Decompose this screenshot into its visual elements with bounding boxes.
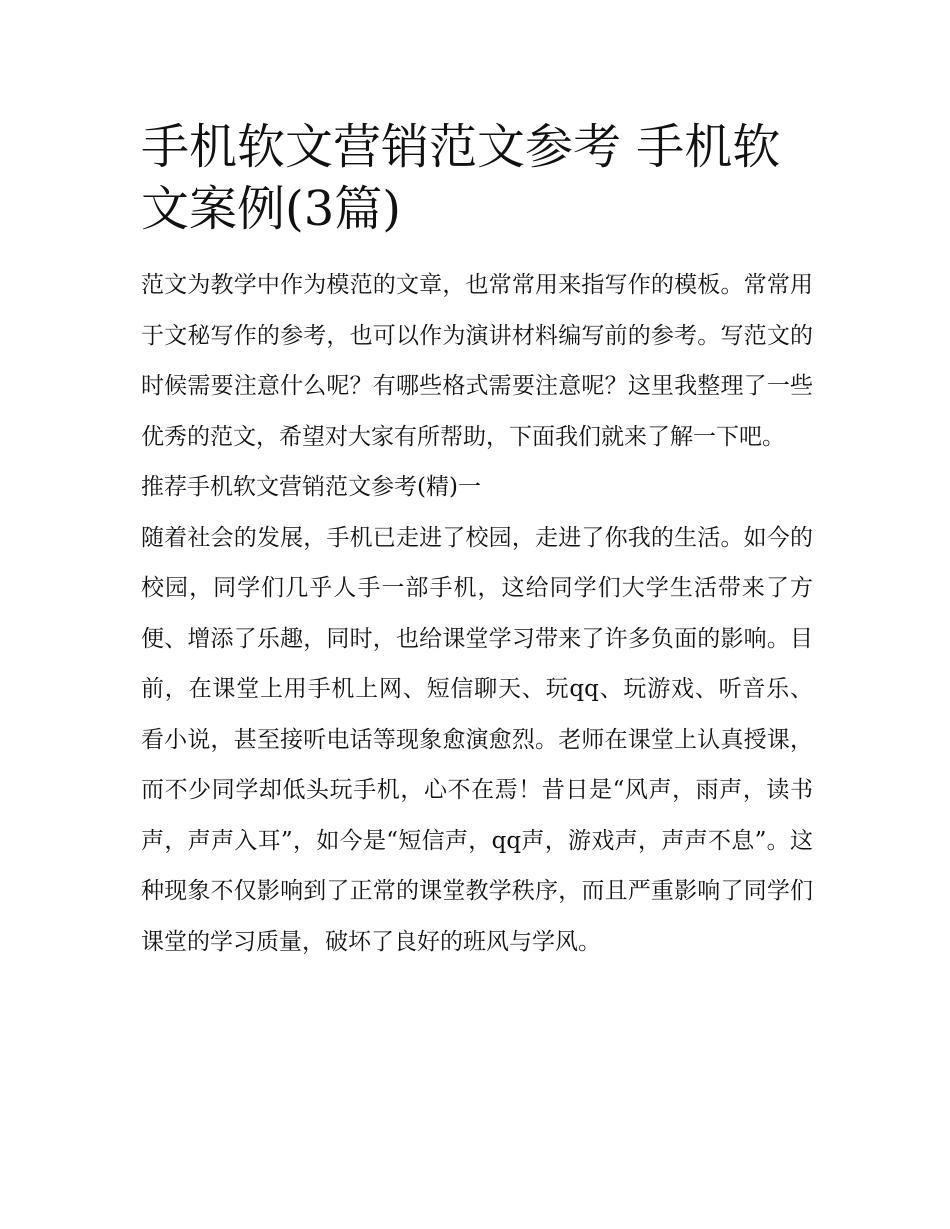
section-body-paragraph: 随着社会的发展，手机已走进了校园，走进了你我的生活。如今的校园，同学们几乎人手一部手机，这给同学们大学生活带来了方便、增添了乐趣，同时，也给课堂学习带来了许多负面的影响。目前，在课堂上用手机上网、短信聊天、玩qq、玩游戏、听音乐、看小说，甚至接听电话等现象愈演愈烈。老师在课堂上认真授课，而不少同学却低头玩手机，心不在焉！昔日是“风声，雨声，读书声，声声入耳”，如今是“短信声，qq声，游戏声，声声不息”。这种现象不仅影响到了正常的课堂教学秩序，而且严重影响了同学们课堂的学习质量，破坏了良好的班风与学风。 [141, 524, 813, 955]
section-heading: 推荐手机软文营销范文参考(精)一 [141, 474, 481, 500]
intro-paragraph: 范文为教学中作为模范的文章，也常常用来指写作的模板。常常用于文秘写作的参考，也可以作为演讲材料编写前的参考。写范文的时候需要注意什么呢？有哪些格式需要注意呢？这里我整理了一些优秀的范文，希望对大家有所帮助，下面我们就来了解一下吧。 [141, 272, 813, 450]
document-content [141, 116, 813, 967]
document-title: 手机软文营销范文参考 手机软文案例(3篇) [141, 119, 781, 237]
